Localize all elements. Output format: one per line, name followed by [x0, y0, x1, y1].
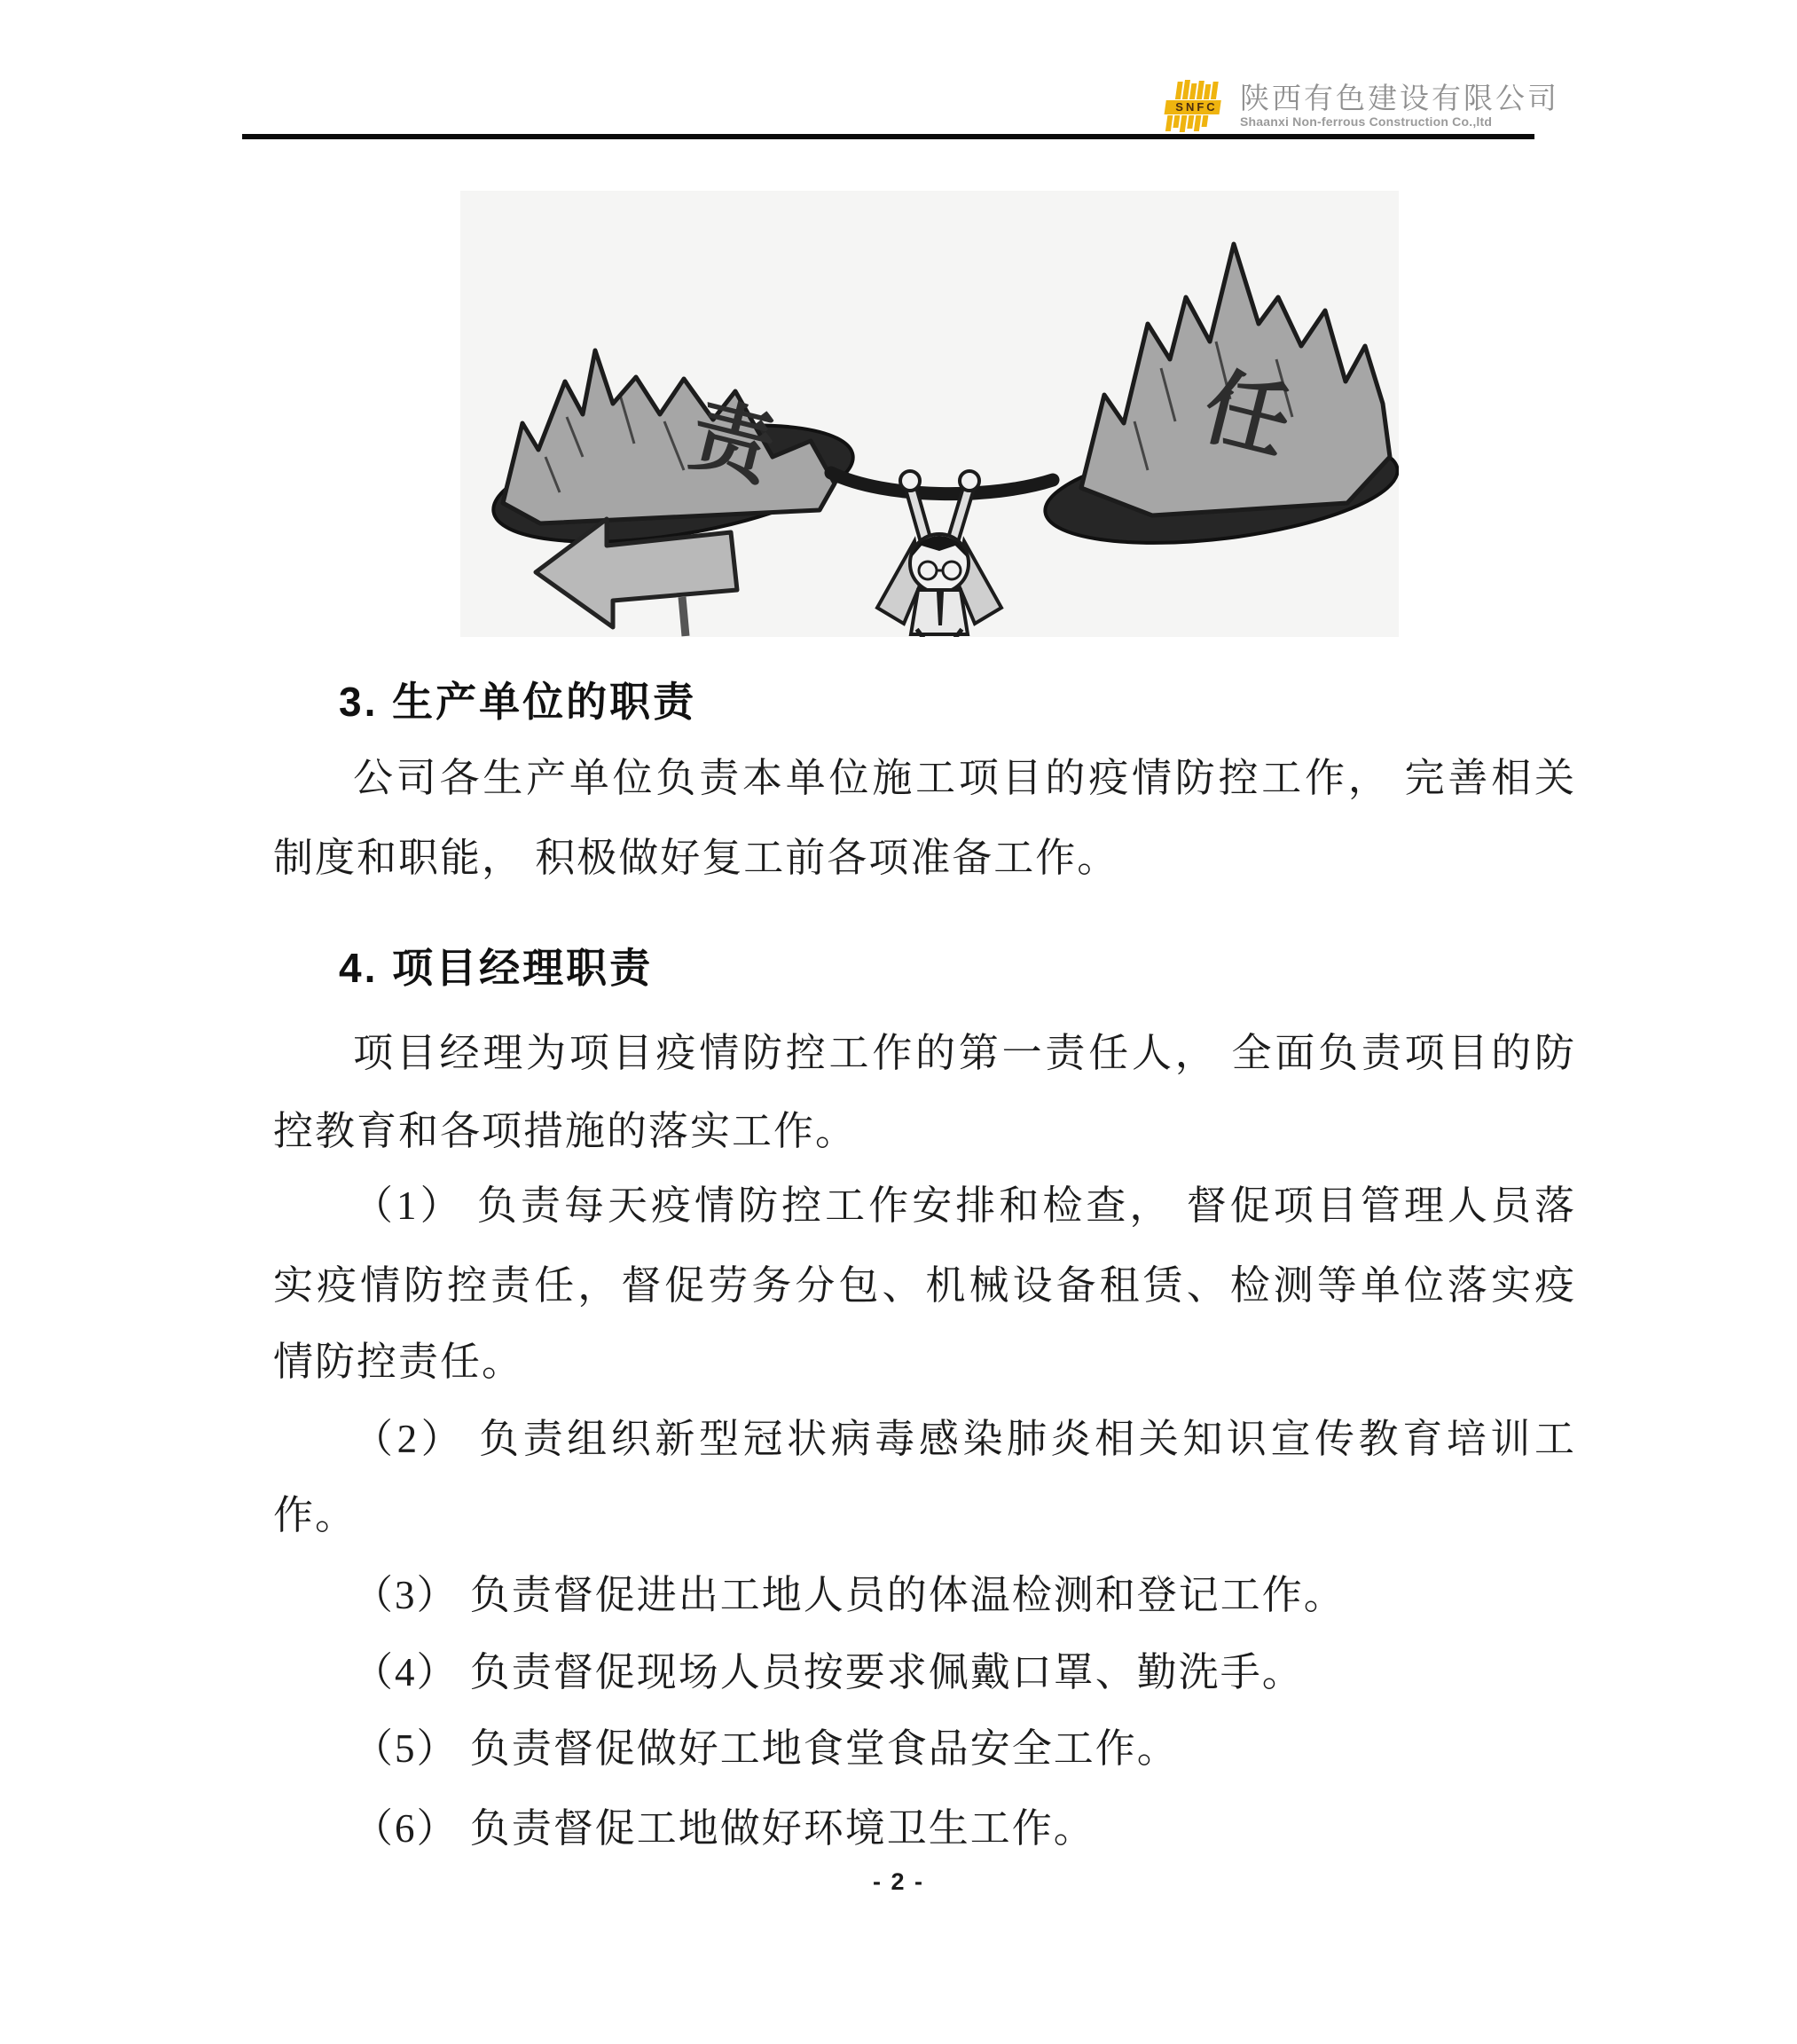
- document-body: [273, 0, 1576, 2044]
- right-mountain-label: 任: [1194, 359, 1299, 472]
- left-mountain-label: 责: [681, 389, 783, 497]
- company-name-en: Shaanxi Non-ferrous Construction Co.,ltd: [1240, 114, 1493, 129]
- body-line: 制度和职能， 积极做好复工前各项准备工作。: [273, 836, 1119, 880]
- body-line: 情防控责任。: [273, 1340, 524, 1384]
- body-line: 公司各生产单位负责本单位施工项目的疫情防控工作， 完善相关: [353, 756, 1576, 800]
- body-line: （5） 负责督促做好工地食堂食品安全工作。: [353, 1726, 1179, 1771]
- body-line: （4） 负责督促现场人员按要求佩戴口罩、勤洗手。: [353, 1650, 1304, 1694]
- body-line: （2） 负责组织新型冠状病毒感染肺炎相关知识宣传教育培训工: [353, 1417, 1576, 1461]
- section-heading-4: 4. 项目经理职责: [339, 945, 654, 991]
- page-number: - 2 -: [872, 1868, 924, 1895]
- body-line: 项目经理为项目疫情防控工作的第一责任人， 全面负责项目的防: [353, 1031, 1576, 1075]
- body-line: 作。: [273, 1493, 357, 1537]
- company-name-cn: 陕西有色建设有限公司: [1240, 82, 1559, 114]
- body-line: （1） 负责每天疫情防控工作安排和检查， 督促项目管理人员落: [353, 1183, 1576, 1228]
- body-line: （6） 负责督促工地做好环境卫生工作。: [353, 1806, 1095, 1851]
- body-line: 控教育和各项措施的落实工作。: [273, 1109, 858, 1153]
- snfc-logo-text: SNFC: [1175, 100, 1218, 114]
- section-heading-3: 3. 生产单位的职责: [339, 679, 697, 725]
- body-line: （3） 负责督促进出工地人员的体温检测和登记工作。: [353, 1573, 1346, 1617]
- body-line: 实疫情防控责任，督促劳务分包、机械设备租赁、检测等单位落实疫: [273, 1263, 1576, 1308]
